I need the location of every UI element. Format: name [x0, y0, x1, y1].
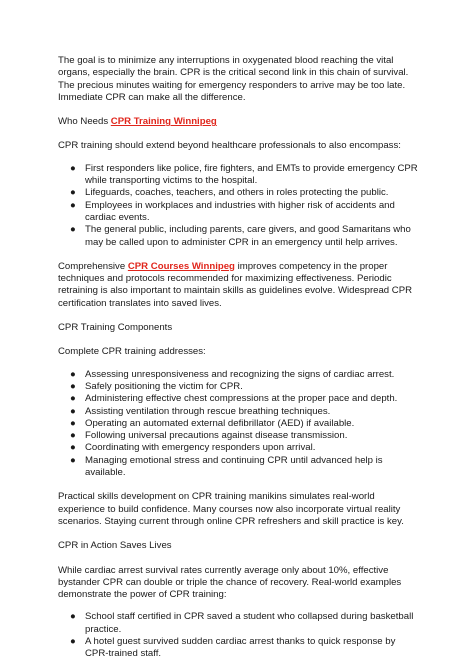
- list-item: [58, 406, 419, 418]
- bullet-icon: ●: [70, 162, 76, 174]
- bullet-icon: ●: [70, 611, 76, 623]
- who-needs-heading: [58, 116, 419, 128]
- list-item-text: The general public, including parents, care givers, and good Samaritans who may be called upon to administer CPR in an emergency until help arrives.: [85, 224, 411, 248]
- list-item-text: Administering effective chest compressions at the proper pace and depth.: [85, 393, 398, 405]
- complete-paragraph: Complete CPR training addresses:: [58, 346, 206, 358]
- bullet-icon: ●: [70, 368, 76, 380]
- who-needs-prefix: Who Needs: [58, 116, 111, 128]
- comprehensive-paragraph: [58, 261, 419, 310]
- bullet-icon: ●: [70, 224, 76, 236]
- extend-paragraph: CPR training should extend beyond healthcare professionals to also encompass:: [58, 140, 401, 152]
- list-item-text: Safely positioning the victim for CPR.: [85, 380, 243, 392]
- list-item: [58, 381, 419, 393]
- list-item-text: Assisting ventilation through rescue breathing techniques.: [85, 405, 331, 417]
- list-item-text: Coordinating with emergency responders upon arrival.: [85, 442, 316, 454]
- list-item: [58, 430, 419, 442]
- bullet-icon: ●: [70, 442, 76, 454]
- list-item: [58, 418, 419, 430]
- components-list: [58, 369, 419, 480]
- action-heading: CPR in Action Saves Lives: [58, 540, 172, 552]
- list-item: [58, 636, 419, 661]
- bullet-icon: ●: [70, 380, 76, 392]
- list-item-text: A hotel guest survived sudden cardiac arrest thanks to quick response by CPR-trained staff.: [85, 635, 396, 660]
- bullet-icon: ●: [70, 454, 76, 466]
- list-item: [58, 393, 419, 405]
- list-item: [58, 187, 419, 199]
- list-item-text: Assessing unresponsiveness and recognizing the signs of cardiac arrest.: [85, 368, 395, 380]
- list-item: [58, 442, 419, 454]
- list-item: [58, 611, 419, 636]
- bullet-icon: ●: [70, 430, 76, 442]
- comprehensive-suffix: improves competency in the proper techniques and protocols recommended for maximizing effectiveness. Periodic retraining is also important to maintain skills as guidelines evolve. Widespread CPR certification translates into saved lives.: [58, 260, 413, 309]
- list-item-text: Lifeguards, coaches, teachers, and others in roles protecting the public.: [85, 187, 389, 199]
- bullet-icon: ●: [70, 405, 76, 417]
- cpr-training-winnipeg-link[interactable]: CPR Training Winnipeg: [110, 116, 217, 128]
- bullet-icon: ●: [70, 635, 76, 647]
- practical-paragraph: Practical skills development on CPR training manikins simulates real-world experience to build confidence. Many courses now also incorporate virtual reality scenarios. Staying current through online CPR refreshers and skill practice is key.: [58, 491, 404, 527]
- list-item: [58, 369, 419, 381]
- bullet-icon: ●: [70, 417, 76, 429]
- list-item: [58, 163, 419, 188]
- survival-paragraph: While cardiac arrest survival rates currently average only about 10%, effective bystander CPR can double or triple the chance of recovery. Real-world examples demonstrate the power of CPR training:: [58, 564, 402, 601]
- examples-list: [58, 611, 419, 660]
- list-item-text: Employees in workplaces and industries with higher risk of accidents and cardiac events.: [85, 199, 395, 223]
- bullet-icon: ●: [70, 199, 76, 211]
- components-heading: CPR Training Components: [58, 322, 173, 334]
- audience-list: [58, 163, 419, 249]
- list-item-text: Managing emotional stress and continuing CPR until advanced help is available.: [85, 454, 383, 479]
- intro-paragraph: The goal is to minimize any interruptions in oxygenated blood reaching the vital organs, especially the brain. CPR is the critical second link in this chain of survival. The precious minutes waiting for emergency responders to arrive may be too late. Immediate CPR can make all the difference.: [58, 55, 409, 103]
- list-item-text: Operating an automated external defibrillator (AED) if available.: [85, 417, 355, 429]
- list-item: [58, 455, 419, 480]
- cpr-courses-winnipeg-link[interactable]: CPR Courses Winnipeg: [127, 260, 235, 272]
- bullet-icon: ●: [70, 393, 76, 405]
- list-item-text: Following universal precautions against disease transmission.: [85, 430, 348, 442]
- list-item: [58, 200, 419, 225]
- list-item: [58, 224, 419, 249]
- bullet-icon: ●: [70, 187, 76, 199]
- comprehensive-prefix: Comprehensive: [58, 260, 128, 272]
- list-item-text: First responders like police, fire fighters, and EMTs to provide emergency CPR while transporting victims to the hospital.: [85, 162, 418, 187]
- list-item-text: School staff certified in CPR saved a student who collapsed during basketball practice.: [85, 611, 414, 635]
